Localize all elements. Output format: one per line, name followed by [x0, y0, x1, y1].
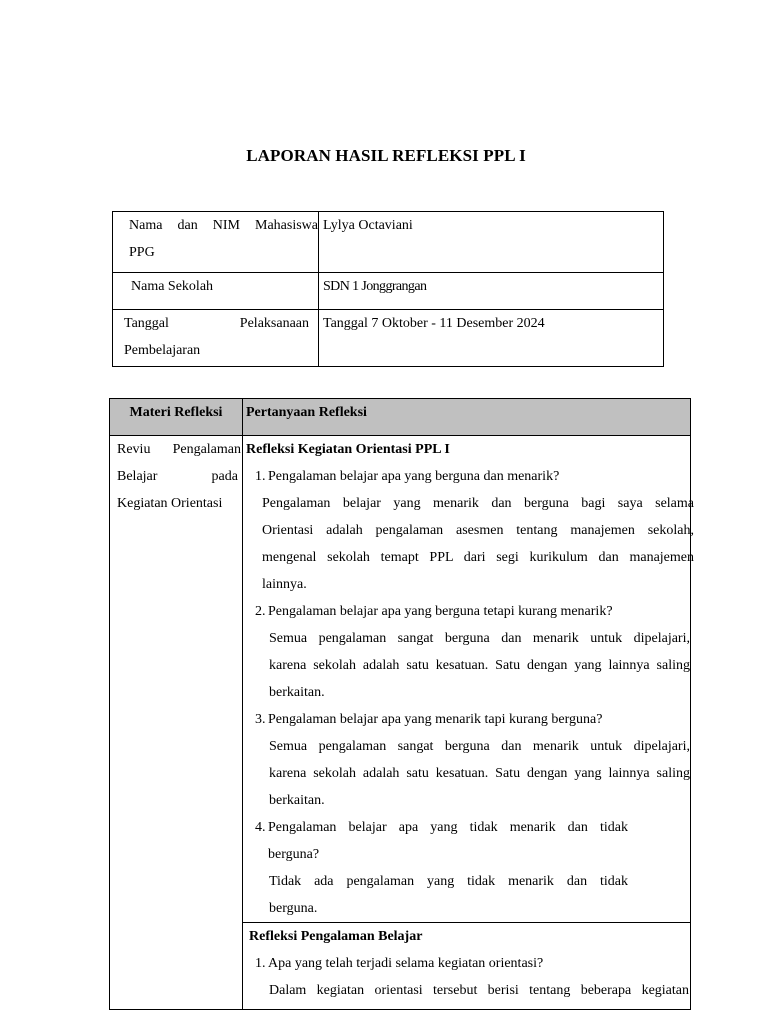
- header-materi: Materi Refleksi: [110, 399, 243, 436]
- answer-1: [243, 490, 694, 598]
- identity-label-line: PPG: [129, 245, 155, 260]
- header-pertanyaan: Pertanyaan Refleksi: [243, 399, 691, 436]
- topic-line: Kegiatan Orientasi: [117, 496, 223, 511]
- identity-value-school: SDN 1 Jonggrangan: [319, 273, 664, 310]
- question-number: 4.: [255, 820, 266, 835]
- topic-line: Reviu Pengalaman: [117, 442, 241, 457]
- answer-line: Semua pengalaman sangat berguna dan menarik untuk dipelajari,: [269, 631, 690, 646]
- question-text: Pengalaman belajar apa yang tidak menarik dan tidak: [268, 820, 628, 835]
- answer-line: karena sekolah adalah satu kesatuan. Satu dengan yang lainnya saling: [269, 658, 690, 673]
- reflection-header-row: [110, 399, 691, 436]
- question-number: 3.: [255, 712, 266, 727]
- identity-label-line: Pembelajaran: [124, 343, 201, 358]
- topic-cell: [110, 436, 243, 1010]
- identity-label-cell: [113, 310, 319, 367]
- question-text: Pengalaman belajar apa yang berguna tetapi kurang menarik?: [268, 604, 613, 619]
- answer-line: berkaitan.: [269, 793, 325, 808]
- answer-4: [243, 868, 690, 922]
- reflection-table: [109, 398, 694, 1010]
- section2-cell: [243, 923, 691, 1010]
- answer-line: Semua pengalaman sangat berguna dan menarik untuk dipelajari,: [269, 739, 690, 754]
- section1-heading: Refleksi Kegiatan Orientasi PPL I: [246, 442, 450, 457]
- answer-3: [243, 733, 690, 814]
- answer-line: Orientasi adalah pengalaman asesmen tentang manajemen sekolah,: [262, 523, 694, 538]
- answer-line: berguna.: [269, 901, 318, 916]
- answer-line: Tidak ada pengalaman yang tidak menarik dan tidak: [269, 874, 628, 889]
- question-text: Apa yang telah terjadi selama kegiatan orientasi?: [268, 956, 544, 971]
- answer-line: mengenal sekolah temapt PPL dari segi kurikulum dan manajemen: [262, 550, 694, 565]
- identity-label-line: Nama dan NIM Mahasiswa: [129, 218, 318, 233]
- section2-heading: Refleksi Pengalaman Belajar: [249, 929, 423, 944]
- question-number: 1.: [255, 469, 266, 484]
- document-title: LAPORAN HASIL REFLEKSI PPL I: [246, 146, 526, 165]
- question-text: Pengalaman belajar apa yang berguna dan menarik?: [268, 469, 560, 484]
- identity-row-date: [113, 310, 664, 367]
- identity-value-date: Tanggal 7 Oktober - 11 Desember 2024: [319, 310, 664, 367]
- identity-label-cell: [113, 273, 319, 310]
- question-text: berguna?: [268, 847, 320, 862]
- question-number: 2.: [255, 604, 266, 619]
- question-1: [243, 463, 690, 490]
- answer-2: [243, 625, 690, 706]
- question-number: 1.: [255, 956, 266, 971]
- identity-table: [112, 211, 664, 367]
- answer-5: [243, 977, 690, 1004]
- identity-label-cell: [113, 212, 319, 273]
- identity-label-line: Tanggal Pelaksanaan: [124, 316, 309, 331]
- answer-line: lainnya.: [262, 577, 307, 592]
- answer-line: karena sekolah adalah satu kesatuan. Satu dengan yang lainnya saling: [269, 766, 690, 781]
- identity-value-name: Lylya Octaviani: [319, 212, 664, 273]
- answer-line: Pengalaman belajar yang menarik dan berguna bagi saya selama: [262, 496, 694, 511]
- identity-label-line: Nama Sekolah: [131, 279, 214, 294]
- answer-line: Dalam kegiatan orientasi tersebut berisi tentang beberapa kegiatan: [269, 983, 689, 998]
- topic-line: Belajar pada: [117, 469, 238, 484]
- identity-row-school: [113, 273, 664, 310]
- answer-line: berkaitan.: [269, 685, 325, 700]
- section1-cell: [243, 436, 694, 923]
- identity-row-name: [113, 212, 664, 273]
- question-5: [243, 950, 690, 977]
- reflection-row: [110, 436, 691, 923]
- question-4: [243, 814, 690, 868]
- question-2: [243, 598, 690, 625]
- question-text: Pengalaman belajar apa yang menarik tapi kurang berguna?: [268, 712, 603, 727]
- question-3: [243, 706, 690, 733]
